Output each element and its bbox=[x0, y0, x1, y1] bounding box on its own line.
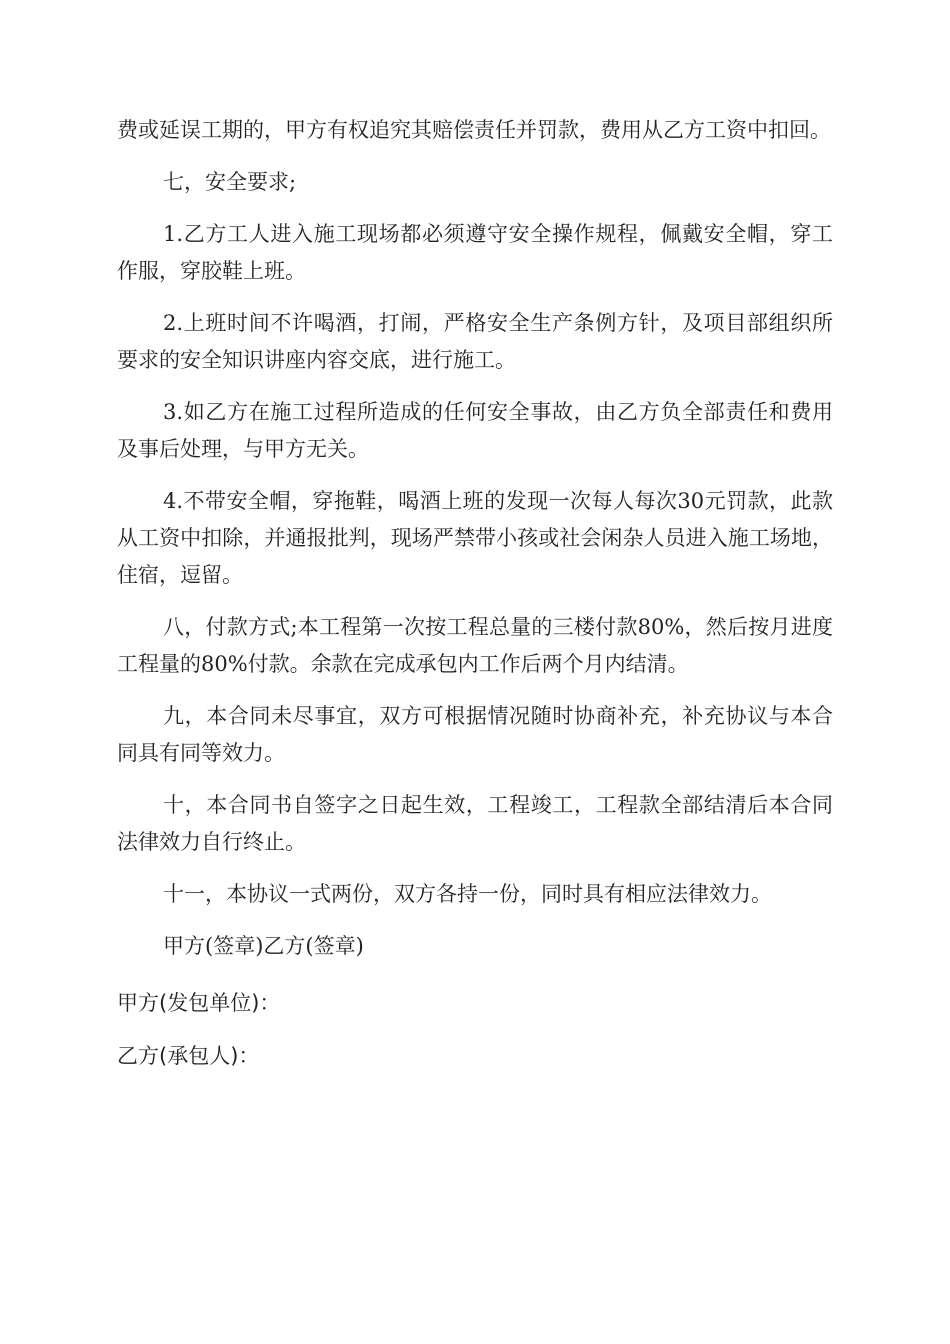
effective-terms: 十，本合同书自签字之日起生效，工程竣工，工程款全部结清后本合同法律效力自行终止。 bbox=[117, 793, 833, 854]
signature-line: 甲方(签章)乙方(签章) bbox=[163, 934, 364, 958]
safety-item-3: 3.如乙方在施工过程所造成的任何安全事故，由乙方负全部责任和费用及事后处理，与甲方无关。 bbox=[117, 400, 833, 461]
safety-item-4: 4.不带安全帽，穿拖鞋，喝酒上班的发现一次每人每次30元罚款，此款从工资中扣除，并通报批判，现场严禁带小孩或社会闲杂人员进入施工场地，住宿，逗留。 bbox=[117, 489, 833, 587]
document-body bbox=[117, 112, 833, 1091]
party-a-label: 甲方(发包单位)： bbox=[117, 991, 281, 1015]
safety-item-1: 1.乙方工人进入施工现场都必须遵守安全操作规程，佩戴安全帽，穿工作服，穿胶鞋上班。 bbox=[117, 222, 833, 283]
safety-item-2: 2.上班时间不许喝酒，打闹，严格安全生产条例方针，及项目部组织所要求的安全知识讲座内容交底，进行施工。 bbox=[117, 311, 833, 372]
paragraph-continuation: 费或延误工期的，甲方有权追究其赔偿责任并罚款，费用从乙方工资中扣回。 bbox=[117, 118, 831, 142]
copies-terms: 十一，本协议一式两份，双方各持一份，同时具有相应法律效力。 bbox=[163, 882, 772, 906]
section-heading-safety: 七，安全要求; bbox=[163, 170, 297, 194]
payment-terms: 八，付款方式;本工程第一次按工程总量的三楼付款80%，然后按月进度工程量的80%付款。余款在完成承包内工作后两个月内结清。 bbox=[117, 615, 833, 676]
supplementary-terms: 九，本合同未尽事宜，双方可根据情况随时协商补充，补充协议与本合同具有同等效力。 bbox=[117, 704, 833, 765]
party-b-label: 乙方(承包人)： bbox=[117, 1044, 260, 1068]
